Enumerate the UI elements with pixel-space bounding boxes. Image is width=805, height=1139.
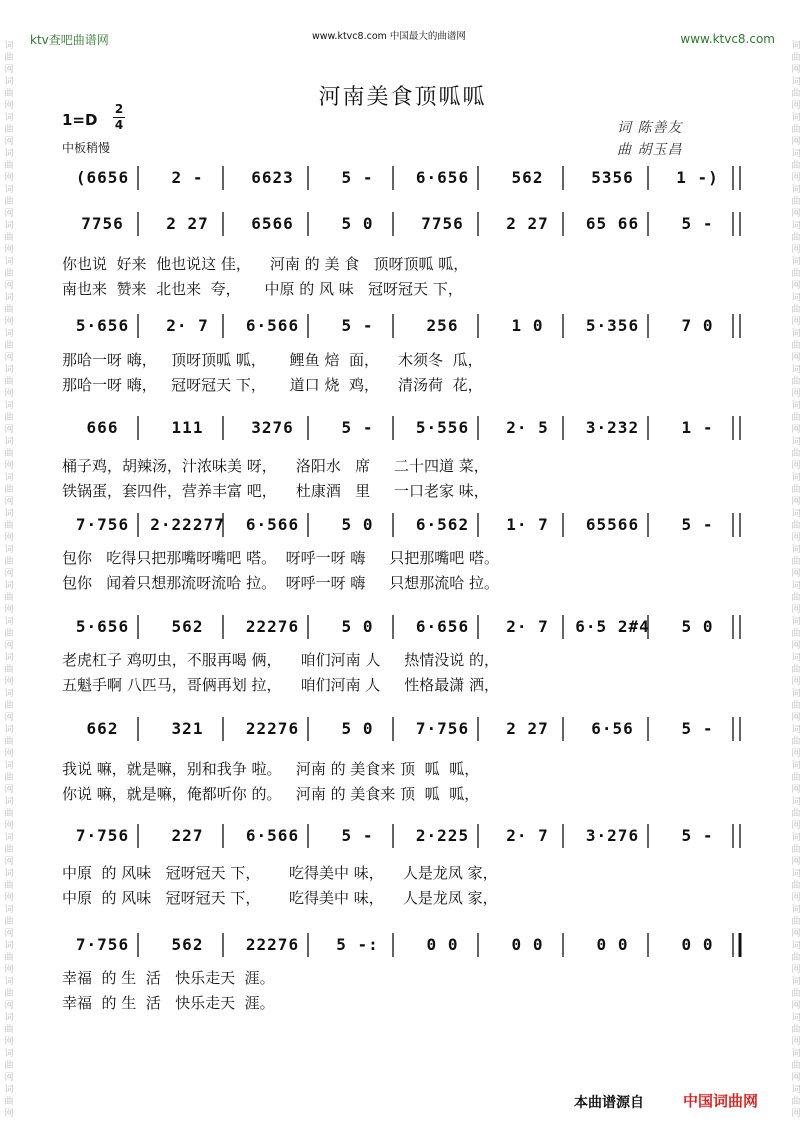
measure: 0 0: [426, 935, 459, 954]
notation-row: [60, 168, 740, 194]
measure: 5 -: [341, 316, 374, 335]
notation-row: [60, 515, 740, 541]
lyric-line: 那哈一呀 嗨， 冠呀冠天 下， 道口 烧 鸡， 清汤荷 花，: [62, 376, 483, 394]
measure: 111: [171, 418, 204, 437]
measure: 1· 7: [506, 515, 549, 534]
measure: 0 0: [511, 935, 544, 954]
watermark-right: 词 曲 网 词 曲 网 词 曲 网 词 曲 网 词 曲 网 词 曲 网 词 曲 网 词 曲 网 词 曲 网 词 曲 网 词 曲 网 词 曲 网 词 曲 网 词 曲 网 词 曲 网 词 曲 网 词 曲 网 词 曲 网 词 曲 网 词 曲 网 词 曲 网 词 曲 网 词 曲 网 词 曲 网 词 曲 网 词 曲 网 词 曲 网 词 曲 网 词 曲 网 词 曲 网: [791, 41, 801, 1119]
measure: 6566: [251, 214, 294, 233]
measure: 2·22277: [150, 515, 225, 534]
measure: 22276: [245, 935, 300, 954]
measure: 2· 5: [506, 418, 549, 437]
measure: 5 -: [341, 826, 374, 845]
measure: 22276: [245, 719, 300, 738]
measure: 5·656: [75, 617, 130, 636]
measure: 6·56: [591, 719, 634, 738]
measure: 227: [171, 826, 204, 845]
lyric-line: 包你 吃得只把那嘴呀嘴吧 嗒。 呀呼一呀 嗨 只把那嘴吧 嗒。: [62, 549, 499, 567]
measure: 6·566: [245, 316, 300, 335]
measure: 5 -: [341, 418, 374, 437]
lyric-line: 那哈一呀 嗨， 顶呀顶呱 呱， 鲤鱼 焙 面， 木须冬 瓜，: [62, 351, 483, 369]
notation-row: [60, 719, 740, 745]
measure: 7·756: [75, 935, 130, 954]
measure: 65566: [585, 515, 640, 534]
measure: 5 -: [681, 515, 714, 534]
measure: 7·756: [75, 515, 130, 534]
measure: 0 0: [681, 935, 714, 954]
measure: 7·756: [75, 826, 130, 845]
source-label: 本曲谱源自: [574, 1095, 644, 1111]
lyric-line: 包你 闻着只想那流呀流哈 拉。 呀呼一呀 嗨 只想那流哈 拉。: [62, 574, 499, 592]
measure: 1 0: [511, 316, 544, 335]
measure: 7 0: [681, 316, 714, 335]
measure: 6·562: [415, 515, 470, 534]
lyric-line: 幸福 的 生 活 快乐走天 涯。: [62, 969, 275, 987]
notation-row: [60, 214, 740, 240]
measure: 1 -): [676, 168, 719, 187]
measure: 5356: [591, 168, 634, 187]
watermark-left: 词 曲 网 词 曲 网 词 曲 网 词 曲 网 词 曲 网 词 曲 网 词 曲 网 词 曲 网 词 曲 网 词 曲 网 词 曲 网 词 曲 网 词 曲 网 词 曲 网 词 曲 网 词 曲 网 词 曲 网 词 曲 网 词 曲 网 词 曲 网 词 曲 网 词 曲 网 词 曲 网 词 曲 网 词 曲 网 词 曲 网 词 曲 网 词 曲 网 词 曲 网 词 曲 网: [4, 41, 14, 1119]
lyric-line: 铁锅蛋，套四件，营养丰富 吧， 杜康酒 里 一口老家 味，: [62, 482, 489, 500]
measure: 5·356: [585, 316, 640, 335]
measure: 6·656: [415, 168, 470, 187]
measure: 2· 7: [166, 316, 209, 335]
notation-row: [60, 826, 740, 852]
measure: 7·756: [415, 719, 470, 738]
key-signature: 1=D: [62, 111, 98, 129]
notation-row: [60, 935, 740, 961]
measure: 6623: [251, 168, 294, 187]
measure: 5 0: [681, 617, 714, 636]
measure: 6·5 2#4: [575, 617, 650, 636]
lyric-line: 中原 的 风味 冠呀冠天 下， 吃得美中 味， 人是龙凤 家，: [62, 864, 498, 882]
song-title: 河南美食顶呱呱: [318, 85, 487, 110]
measure: 6·656: [415, 617, 470, 636]
time-signature-top: 2: [114, 102, 124, 116]
measure: 2· 7: [506, 617, 549, 636]
measure: 562: [171, 617, 204, 636]
measure: 562: [171, 935, 204, 954]
lyric-line: 五魁手啊 八匹马，哥俩再划 拉， 咱们河南 人 性格最潇 洒，: [62, 676, 499, 694]
measure: 5·556: [415, 418, 470, 437]
lyric-line: 幸福 的 生 活 快乐走天 涯。: [62, 994, 275, 1012]
measure: 3·276: [585, 826, 640, 845]
measure: 2 27: [506, 719, 549, 738]
lyric-line: 中原 的 风味 冠呀冠天 下， 吃得美中 味， 人是龙凤 家，: [62, 889, 498, 907]
measure: 5 -: [681, 719, 714, 738]
lyric-line: 老虎杠子 鸡叨虫，不服再喝 俩， 咱们河南 人 热情没说 的，: [62, 651, 499, 669]
measure: (6656: [75, 168, 130, 187]
time-signature-bottom: 4: [114, 118, 124, 132]
measure: 321: [171, 719, 204, 738]
measure: 3276: [251, 418, 294, 437]
measure: 65 66: [585, 214, 640, 233]
measure: 5·656: [75, 316, 130, 335]
lyric-line: 你说 嘛，就是嘛，俺都听你 的。 河南 的 美食来 顶 呱 呱，: [62, 785, 480, 803]
time-signature: [113, 103, 125, 132]
measure: 1 -: [681, 418, 714, 437]
measure: 256: [426, 316, 459, 335]
measure: 5 0: [341, 214, 374, 233]
measure: 2·225: [415, 826, 470, 845]
measure: 7756: [81, 214, 124, 233]
measure: 2· 7: [506, 826, 549, 845]
measure: 562: [511, 168, 544, 187]
measure: 0 0: [596, 935, 629, 954]
lyric-line: 南也来 赞来 北也来 夸， 中原 的 风 味 冠呀冠天 下，: [62, 280, 463, 298]
measure: 2 -: [171, 168, 204, 187]
lyric-line: 你也说 好来 他也说这 佳， 河南 的 美 食 顶呀顶呱 呱，: [62, 255, 469, 273]
site-url-center[interactable]: www.ktvc8.com 中国最大的曲谱网: [312, 31, 466, 42]
notation-row: [60, 617, 740, 643]
site-name-left[interactable]: ktv查吧曲谱网: [30, 33, 109, 47]
measure: 5 0: [341, 719, 374, 738]
measure: 2 27: [166, 214, 209, 233]
measure: 22276: [245, 617, 300, 636]
tempo-marking: 中板稍慢: [62, 141, 111, 155]
measure: 2 27: [506, 214, 549, 233]
measure: 5 0: [341, 617, 374, 636]
measure: 7756: [421, 214, 464, 233]
measure: 662: [86, 719, 119, 738]
notation-row: [60, 316, 740, 342]
lyric-line: 桶子鸡，胡辣汤，汁浓味美 呀， 洛阳水 席 二十四道 菜，: [62, 457, 489, 475]
measure: 3·232: [585, 418, 640, 437]
lyricist-credit: 词 陈善友: [617, 120, 683, 136]
measure: 5 -:: [336, 935, 379, 954]
measure: 6·566: [245, 826, 300, 845]
measure: 5 -: [341, 168, 374, 187]
composer-credit: 曲 胡玉昌: [617, 142, 683, 158]
measure: 5 -: [681, 214, 714, 233]
measure: 5 -: [681, 826, 714, 845]
notation-row: [60, 418, 740, 444]
site-url-right[interactable]: www.ktvc8.com: [680, 32, 775, 46]
lyric-line: 我说 嘛，就是嘛，别和我争 啦。 河南 的 美食来 顶 呱 呱，: [62, 760, 480, 778]
source-brand[interactable]: 中国词曲网: [683, 1092, 759, 1110]
measure: 5 0: [341, 515, 374, 534]
measure: 666: [86, 418, 119, 437]
measure: 6·566: [245, 515, 300, 534]
